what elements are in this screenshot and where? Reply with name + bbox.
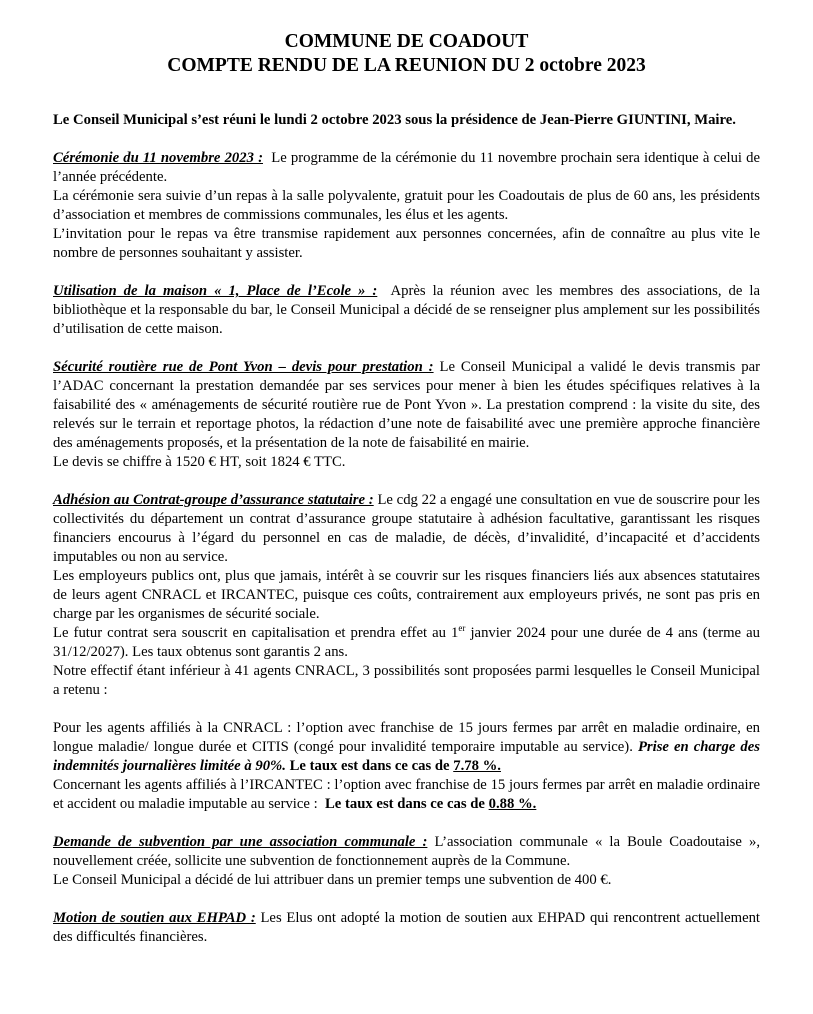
subvention-text-1: L’association communale « la Boule Coadoutaise », nouvellement créée, sollicite une subvention de fonctionnement auprès de la Commune. — [53, 834, 760, 869]
cnracl-rate-value: 7.78 %. — [453, 758, 501, 774]
document-title-commune: COMMUNE DE COADOUT — [284, 31, 529, 52]
subvention-heading: Demande de subvention par une association communale : — [53, 834, 428, 850]
ceremonie-paragraph-1 — [53, 149, 760, 187]
securite-text-2: Le devis se chiffre à 1520 € HT, soit 1824 € TTC. — [53, 454, 346, 470]
securite-paragraph-1 — [53, 358, 760, 453]
maison-text-1: Après la réunion avec les membres des associations, de la bibliothèque et la responsable du bar, le Conseil Municipal a décidé de se renseigner plus amplement sur les possibilités d’utilisation de cette maison. — [53, 283, 760, 337]
assurance-text-3-sup: er — [458, 623, 466, 633]
motion-text-1: Les Elus ont adopté la motion de soutien aux EHPAD qui rencontrent actuellement des difficultés financières. — [53, 910, 761, 945]
section-subvention — [53, 833, 760, 890]
ceremonie-text-2: La cérémonie sera suivie d’un repas à la salle polyvalente, gratuit pour les Coadoutais de plus de 60 ans, les présidents d’association et membres de commissions communales, les élus et les agents. — [53, 188, 760, 223]
assurance-paragraph-1 — [53, 491, 760, 567]
section-assurance — [53, 491, 760, 814]
assurance-heading: Adhésion au Contrat-groupe d’assurance statutaire : — [53, 492, 374, 508]
section-motion — [53, 909, 760, 947]
assurance-text-2: Les employeurs publics ont, plus que jamais, intérêt à se couvrir sur les risques financiers liés aux absences statutaires de leurs agent CNRACL et IRCANTEC, puisque ces coûts, contrairement aux employeurs privés, ne sont pas pris en charge par les organismes de sécurité sociale. — [53, 568, 760, 622]
cnracl-text: Pour les agents affiliés à la CNRACL : l’option avec franchise de 15 jours fermes par arrêt en maladie ordinaire, en longue maladie/ longue durée et CITIS (congé pour invalidité temporaire imputable au service). — [53, 720, 760, 755]
cnracl-emphasis: Prise en charge des indemnités journalières limitée à 90%. — [53, 739, 760, 774]
assurance-paragraph-3 — [53, 624, 760, 662]
assurance-ircantec-paragraph — [53, 776, 760, 814]
section-maison — [53, 282, 760, 339]
motion-paragraph — [53, 909, 760, 947]
ceremonie-text-1: Le programme de la cérémonie du 11 novembre prochain sera identique à celui de l’année précédente. — [53, 150, 761, 185]
maison-heading: Utilisation de la maison « 1, Place de l’Ecole » : — [53, 283, 378, 299]
assurance-text-4: Notre effectif étant inférieur à 41 agents CNRACL, 3 possibilités sont proposées parmi lesquelles le Conseil Municipal a retenu : — [53, 663, 760, 698]
spacer — [53, 700, 760, 719]
ircantec-text: Concernant les agents affiliés à l’IRCANTEC : l’option avec franchise de 15 jours fermes par arrêt en maladie ordinaire et accident ou maladie imputable au service : — [53, 777, 760, 812]
ceremonie-heading: Cérémonie du 11 novembre 2023 : — [53, 150, 263, 166]
intro-paragraph: Le Conseil Municipal s’est réuni le lundi 2 octobre 2023 sous la présidence de Jean-Pierre GIUNTINI, Maire. — [53, 112, 736, 128]
motion-heading: Motion de soutien aux EHPAD : — [53, 910, 256, 926]
ceremonie-text-3: L’invitation pour le repas va être transmise rapidement aux personnes concernées, afin de connaître au plus vite le nombre de personnes souhaitant y assister. — [53, 226, 760, 261]
assurance-text-1: Le cdg 22 a engagé une consultation en vue de souscrire pour les collectivités du département un contrat d’assurance groupe statutaire à adhésion facultative, garantissant les risques financiers encourus à l’égard du personnel en cas de maladie, de décès, d’invalidité, d’incapacité et d’accidents imputables ou non au service. — [53, 492, 761, 565]
ircantec-rate-value: 0.88 %. — [488, 796, 537, 812]
assurance-text-3a: Le futur contrat sera souscrit en capitalisation et prendra effet au 1 — [53, 625, 459, 641]
securite-text-1: Le Conseil Municipal a validé le devis transmis par l’ADAC concernant la prestation demandée par ses services pour mener à bien les études spécifiques relatives à la faisabilité des « aménagements de sécurité routière rue de Pont Yvon ». La prestation comprend : la visite du site, des relevés sur le terrain et reportage photos, la rédaction d’une note de faisabilité avec une première approche financière des aménagements proposés, et la présentation de la note de faisabilité en mairie. — [53, 359, 761, 451]
section-ceremonie — [53, 149, 760, 263]
subvention-text-2: Le Conseil Municipal a décidé de lui attribuer dans un premier temps une subvention de 400 €. — [53, 872, 612, 888]
section-securite — [53, 358, 760, 472]
cnracl-rate-label: Le taux est dans ce cas de — [289, 758, 450, 774]
assurance-cnracl-paragraph — [53, 719, 760, 776]
maison-paragraph — [53, 282, 760, 339]
ircantec-rate-label: Le taux est dans ce cas de — [325, 796, 485, 812]
assurance-text-3b: janvier 2024 pour une durée de 4 ans (terme au 31/12/2027). Les taux obtenus sont garantis 2 ans. — [53, 625, 760, 660]
securite-heading: Sécurité routière rue de Pont Yvon – devis pour prestation : — [53, 359, 434, 375]
document-title-report: COMPTE RENDU DE LA REUNION DU 2 octobre 2023 — [167, 55, 646, 76]
subvention-paragraph-1 — [53, 833, 760, 871]
